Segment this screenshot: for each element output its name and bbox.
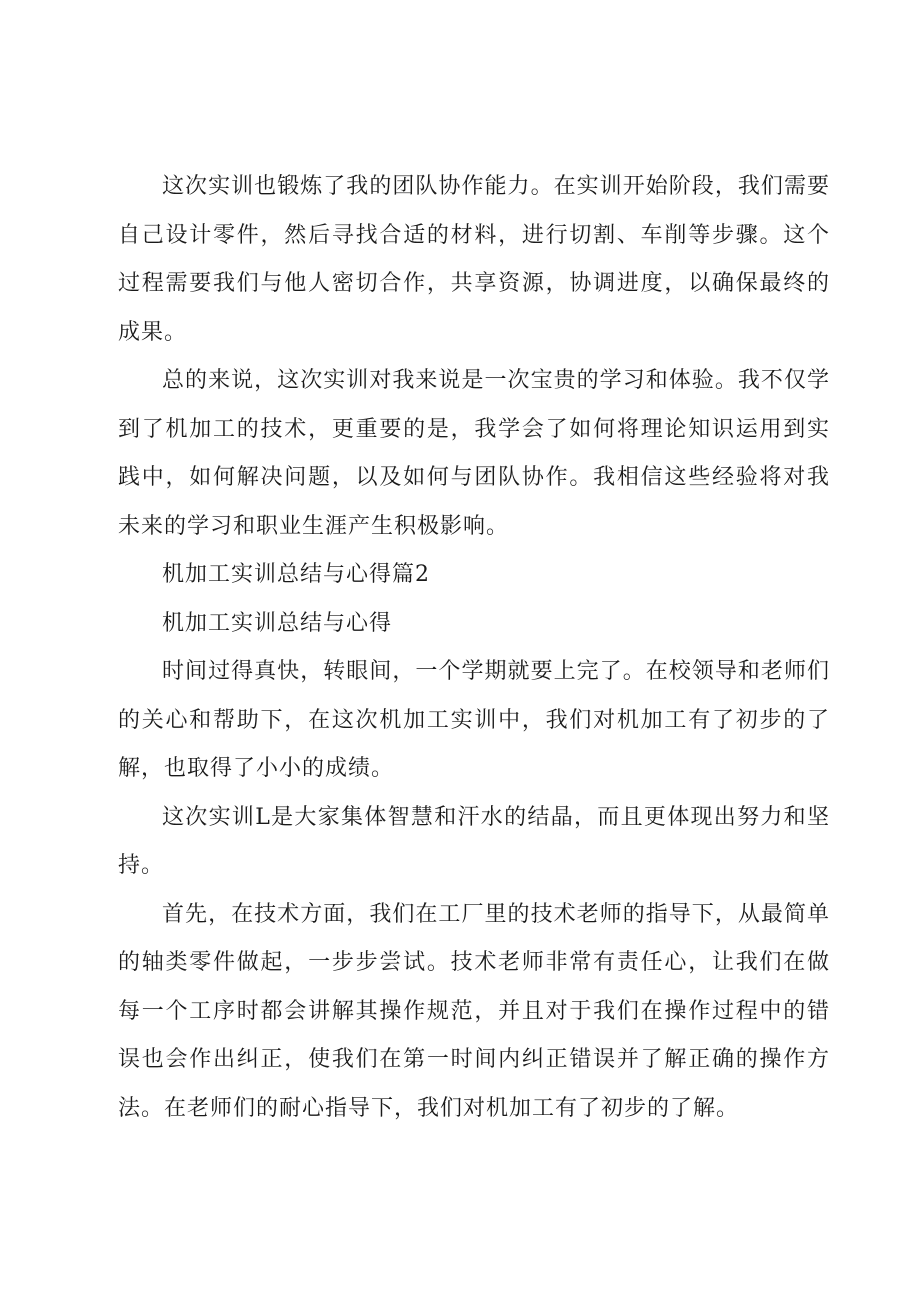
document-body [118,163,830,1133]
paragraph-intro: 时间过得真快，转眼间，一个学期就要上完了。在校领导和老师们的关心和帮助下，在这次机加工实训中，我们对机加工有了初步的了解，也取得了小小的成绩。 [118,659,830,781]
paragraph-teamwork: 这次实训也锻炼了我的团队协作能力。在实训开始阶段，我们需要自己设计零件，然后寻找合适的材料，进行切割、车削等步骤。这个过程需要我们与他人密切合作，共享资源，协调进度，以确保最终的成果。 [118,174,830,345]
paragraph-collective: 这次实训L是大家集体智慧和汗水的结晶，而且更体现出努力和坚持。 [118,804,830,878]
section-title: 机加工实训总结与心得篇2 [162,562,430,587]
paragraph-summary: 总的来说，这次实训对我来说是一次宝贵的学习和体验。我不仅学到了机加工的技术，更重要的是，我学会了如何将理论知识运用到实践中，如何解决问题，以及如何与团队协作。我相信这些经验将对我未来的学习和职业生涯产生积极影响。 [118,368,830,539]
section-subtitle: 机加工实训总结与心得 [162,610,393,636]
paragraph-technique: 首先，在技术方面，我们在工厂里的技术老师的指导下，从最简单的轴类零件做起，一步步尝试。技术老师非常有责任心，让我们在做每一个工序时都会讲解其操作规范，并且对于我们在操作过程中的错误也会作出纠正，使我们在第一时间内纠正错误并了解正确的操作方法。在老师们的耐心指导下，我们对机加工有了初步的了解。 [118,901,830,1121]
